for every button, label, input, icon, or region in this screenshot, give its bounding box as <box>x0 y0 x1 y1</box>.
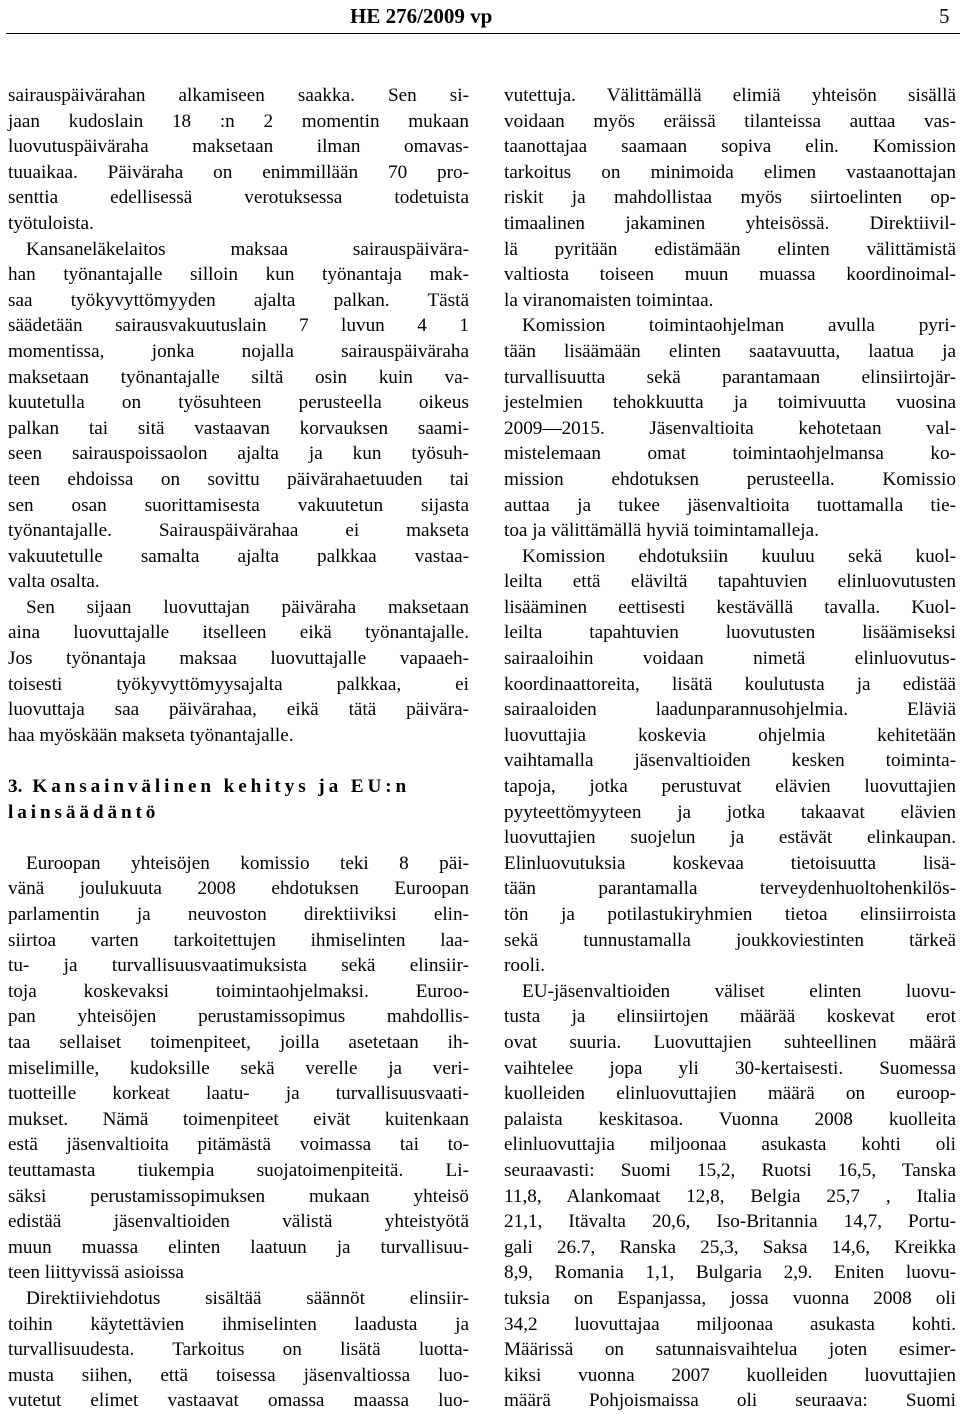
text-line: Elinluovutuksia koskevaa tietoisuutta lisä- <box>504 852 956 874</box>
text-line: tusta ja elinsiirtojen määrää koskevat erot <box>504 1006 956 1028</box>
text-line: leilta tapahtuvien luovutusten lisäämiseksi <box>504 622 956 644</box>
section-number: 3. <box>8 776 23 798</box>
text-line: koordinaattoreita, lisätä koulutusta ja edistää <box>504 673 956 695</box>
text-line: sen osan suorittamisesta vakuutetun sijasta <box>8 494 469 516</box>
text-line: aina luovuttajalle itselleen eikä työnantajalle. <box>8 622 469 644</box>
text-line: palkan tai sitä vastaavan korvauksen saami- <box>8 417 469 439</box>
text-line: tään parantamalla terveydenhuoltohenkilös- <box>504 878 956 900</box>
text-line: edistää jäsenvaltioiden välistä yhteistyötä <box>8 1211 469 1233</box>
text-line: 34,2 luovuttajaa miljoonaa asukasta kohti. <box>504 1313 956 1335</box>
text-line: pan yhteisöjen perustamissopimus mahdollis- <box>8 1006 469 1028</box>
text-line: teuttamasta tiukempia suojatoimenpiteitä. Li- <box>8 1159 469 1181</box>
text-line: miselimille, kudoksille sekä verelle ja veri- <box>8 1057 469 1079</box>
text-line: taanottajaa saamaan sopiva elin. Komission <box>504 136 956 158</box>
text-line: la viranomaisten toimintaa. <box>504 289 714 311</box>
text-line: Komission ehdotuksiin kuuluu sekä kuol- <box>522 545 956 567</box>
text-line: jestelmien tehokkuutta ja toimivuutta vuosina <box>504 392 956 414</box>
text-line: han työnantajalle silloin kun työnantaja mak- <box>8 264 469 286</box>
text-line: maksetaan työnantajalle siltä osin kuin va- <box>8 366 469 388</box>
text-line: turvallisuutta sekä parantamaan elinsiirtojär- <box>504 366 956 388</box>
text-line: säksi perustamissopimuksen mukaan yhteisö <box>8 1185 469 1207</box>
text-line: Euroopan yhteisöjen komissio teki 8 päi- <box>26 852 469 874</box>
text-line: kuutetulla on työsuhteen perusteella oikeus <box>8 392 469 414</box>
text-line: Määrissä on satunnaisvaihtelua joten esimer- <box>504 1339 956 1361</box>
text-line: teen ehdoissa on sovittu päivärahaetuuden tai <box>8 468 469 490</box>
text-line: toa ja välittämällä hyviä toimintamalleja. <box>504 520 819 542</box>
text-line: 11,8, Alankomaat 12,8, Belgia 25,7 , Italia <box>504 1185 956 1207</box>
text-line: mukset. Nämä toimenpiteet eivät kuitenkaan <box>8 1108 469 1130</box>
text-line: toihin käytettävien ihmiselinten laadusta ja <box>8 1313 469 1335</box>
text-line: muun muassa elinten laatuun ja turvallisuu- <box>8 1236 469 1258</box>
text-line: toisesti työkyvyttömyysajalta palkkaa, ei <box>8 673 469 695</box>
section-heading <box>8 800 469 826</box>
text-line: elinluovuttajia miljoonaa asukasta kohti oli <box>504 1134 956 1156</box>
text-line: tään lisäämään elinten saatavuutta, laatua ja <box>504 340 956 362</box>
text-line: voidaan myös eräissä tilanteissa auttaa vas- <box>504 110 956 132</box>
text-line: seuraavasti: Suomi 15,2, Ruotsi 16,5, Tanska <box>504 1159 956 1181</box>
document-title: HE 276/2009 vp <box>350 4 493 28</box>
text-line: sekä tunnustamalla joukkoviestinten tärkeä <box>504 929 956 951</box>
text-line: luovuttajien suojelun ja estävät elinkaupan. <box>504 827 956 849</box>
section-heading-text: Kansainvälinen kehitys ja EU:n <box>32 776 411 798</box>
text-line: rooli. <box>504 955 546 977</box>
text-line: työnantajalle. Sairauspäivärahaa ei makseta <box>8 520 469 542</box>
text-line: tu- ja turvallisuusvaatimuksista sekä elinsiir- <box>8 955 469 977</box>
text-line: saa työkyvyttömyyden ajalta palkan. Tästä <box>8 289 469 311</box>
text-line: seen sairauspoissaolon ajalta ja kun työsuh- <box>8 443 469 465</box>
text-line: Sen sijaan luovuttajan päiväraha maksetaan <box>26 596 469 618</box>
text-line: momentissa, jonka nojalla sairauspäiväraha <box>8 340 469 362</box>
paragraph-gap <box>8 825 469 851</box>
text-line: säädetään sairausvakuutuslain 7 luvun 4 1 <box>8 315 469 337</box>
header-divider <box>6 33 960 34</box>
section-heading <box>8 774 469 800</box>
text-line: määrä Pohjoismaissa oli seuraava: Suomi <box>504 1390 956 1412</box>
text-line: parlamentin ja neuvoston direktiiviksi elin- <box>8 904 469 925</box>
text-line: mission ehdotuksen perusteella. Komissio <box>504 468 956 490</box>
text-line: valtiosta toiseen muun muassa koordinoimal- <box>504 264 956 286</box>
text-line: teen liittyvissä asioissa <box>8 1262 184 1284</box>
text-line: 8,9, Romania 1,1, Bulgaria 2,9. Eniten luovu- <box>504 1262 956 1284</box>
text-line: auttaa ja tukee jäsenvaltioita tuottamalla tie- <box>504 494 956 516</box>
text-line: vakuutetulle samalta ajalta palkkaa vastaa- <box>8 545 469 567</box>
text-line: luovuttajia koskevia ohjelmia kehitetään <box>504 724 956 746</box>
text-line: sairauspäivärahan alkamiseen saakka. Sen si- <box>8 85 469 106</box>
text-line: Kansaneläkelaitos maksaa sairauspäivära- <box>26 238 469 260</box>
text-line: kiksi vuonna 2007 kuolleiden luovuttajien <box>504 1364 956 1386</box>
text-line: leilta että eläviltä tapahtuvien elinluovutusten <box>504 571 956 593</box>
text-line: jaan kudoslain 18 :n 2 momentin mukaan <box>8 110 469 132</box>
text-line: lä pyritään edistämään elinten välittämistä <box>504 238 956 260</box>
page-number: 5 <box>939 4 950 28</box>
text-line: vutetut elimet vastaavat omassa maassa luo- <box>8 1390 469 1412</box>
text-line: mistelemaan omat toimintaohjelmansa ko- <box>504 443 956 465</box>
page-header <box>0 0 960 38</box>
paragraph-gap <box>8 748 469 774</box>
text-line: työtuloista. <box>8 212 94 234</box>
text-line: haa myöskään makseta työnantajalle. <box>8 724 294 746</box>
text-line: sairaaloiden laadunparannusohjelmia. Eläviä <box>504 699 956 721</box>
text-line: vänä joulukuuta 2008 ehdotuksen Euroopan <box>8 878 469 900</box>
text-line: lisääminen eettisesti kestävällä tavalla. Kuol- <box>504 596 956 618</box>
text-line: gali 26.7, Ranska 25,3, Saksa 14,6, Kreikka <box>504 1236 956 1258</box>
text-line: taa sellaiset toimenpiteet, joilla asetetaan ih- <box>8 1031 469 1053</box>
text-line: musta siihen, että toisessa jäsenvaltiossa luo- <box>8 1364 469 1386</box>
text-line: luovuttaja saa päivärahaa, eikä tätä päivära- <box>8 699 469 721</box>
text-line: toja koskevaksi toimintaohjelmaksi. Euroo- <box>8 980 469 1002</box>
text-line: Komission toimintaohjelman avulla pyri- <box>522 315 956 337</box>
text-line: luovutuspäiväraha maksetaan ilman omavas- <box>8 136 469 158</box>
text-line: 21,1, Itävalta 20,6, Iso-Britannia 14,7, Portu- <box>504 1211 956 1233</box>
text-line: vaihtamalla jäsenvaltioiden kesken toiminta- <box>504 750 956 772</box>
text-line: tuotteille korkeat laatu- ja turvallisuusvaati- <box>8 1083 469 1105</box>
text-line: EU-jäsenvaltioiden väliset elinten luovu- <box>522 980 956 1002</box>
text-line: 2009—2015. Jäsenvaltioita kehotetaan val- <box>504 417 956 439</box>
text-line: vutettuja. Välittämällä elimiä yhteisön sisällä <box>504 85 956 106</box>
text-line: senttia edellisessä verotuksessa todetuista <box>8 187 469 209</box>
text-line: turvallisuudesta. Tarkoitus on lisätä luotta- <box>8 1339 469 1361</box>
text-line: siirtoa varten tarkoitettujen ihmiselinten laa- <box>8 929 469 951</box>
text-line: Direktiiviehdotus sisältää säännöt elinsiir- <box>26 1287 469 1309</box>
text-line: sairaaloihin voidaan nimetä elinluovutus- <box>504 648 956 670</box>
text-line: timaalinen jakaminen yhteisössä. Direktiivil- <box>504 212 956 234</box>
section-heading-text: lainsäädäntö <box>8 801 160 823</box>
text-line: tarkoitus on minimoida elimen vastaanottajan <box>504 161 956 183</box>
text-line: riskit ja mahdollistaa myös siirtoelinten op- <box>504 187 956 209</box>
text-line: ovat suuria. Luovuttajien suhteellinen määrä <box>504 1031 956 1053</box>
text-line: pyyteettömyyteen ja jotka takaavat elävien <box>504 801 956 823</box>
text-line: estä jäsenvaltioita pitämästä voimassa tai to- <box>8 1134 469 1156</box>
text-line: valta osalta. <box>8 571 100 593</box>
text-line: tuksia on Espanjassa, jossa vuonna 2008 oli <box>504 1287 956 1309</box>
text-line: tön ja potilastukiryhmien tietoa elinsiirroista <box>504 904 956 925</box>
text-line: tapoja, jotka perustuvat elävien luovuttajien <box>504 776 956 798</box>
text-line: kuolleiden elinluovuttajien määrä on euroop- <box>504 1083 956 1105</box>
text-line: vaihtelee jopa yli 30-kertaisesti. Suomessa <box>504 1057 956 1079</box>
text-line: palaista keskitasoa. Vuonna 2008 kuolleita <box>504 1108 956 1130</box>
text-line: Jos työnantaja maksaa luovuttajalle vapaaeh- <box>8 648 469 670</box>
text-line: tuuaikaa. Päiväraha on enimmillään 70 pro- <box>8 161 469 183</box>
right-text-column <box>504 83 956 1414</box>
left-text-column <box>8 83 469 1414</box>
